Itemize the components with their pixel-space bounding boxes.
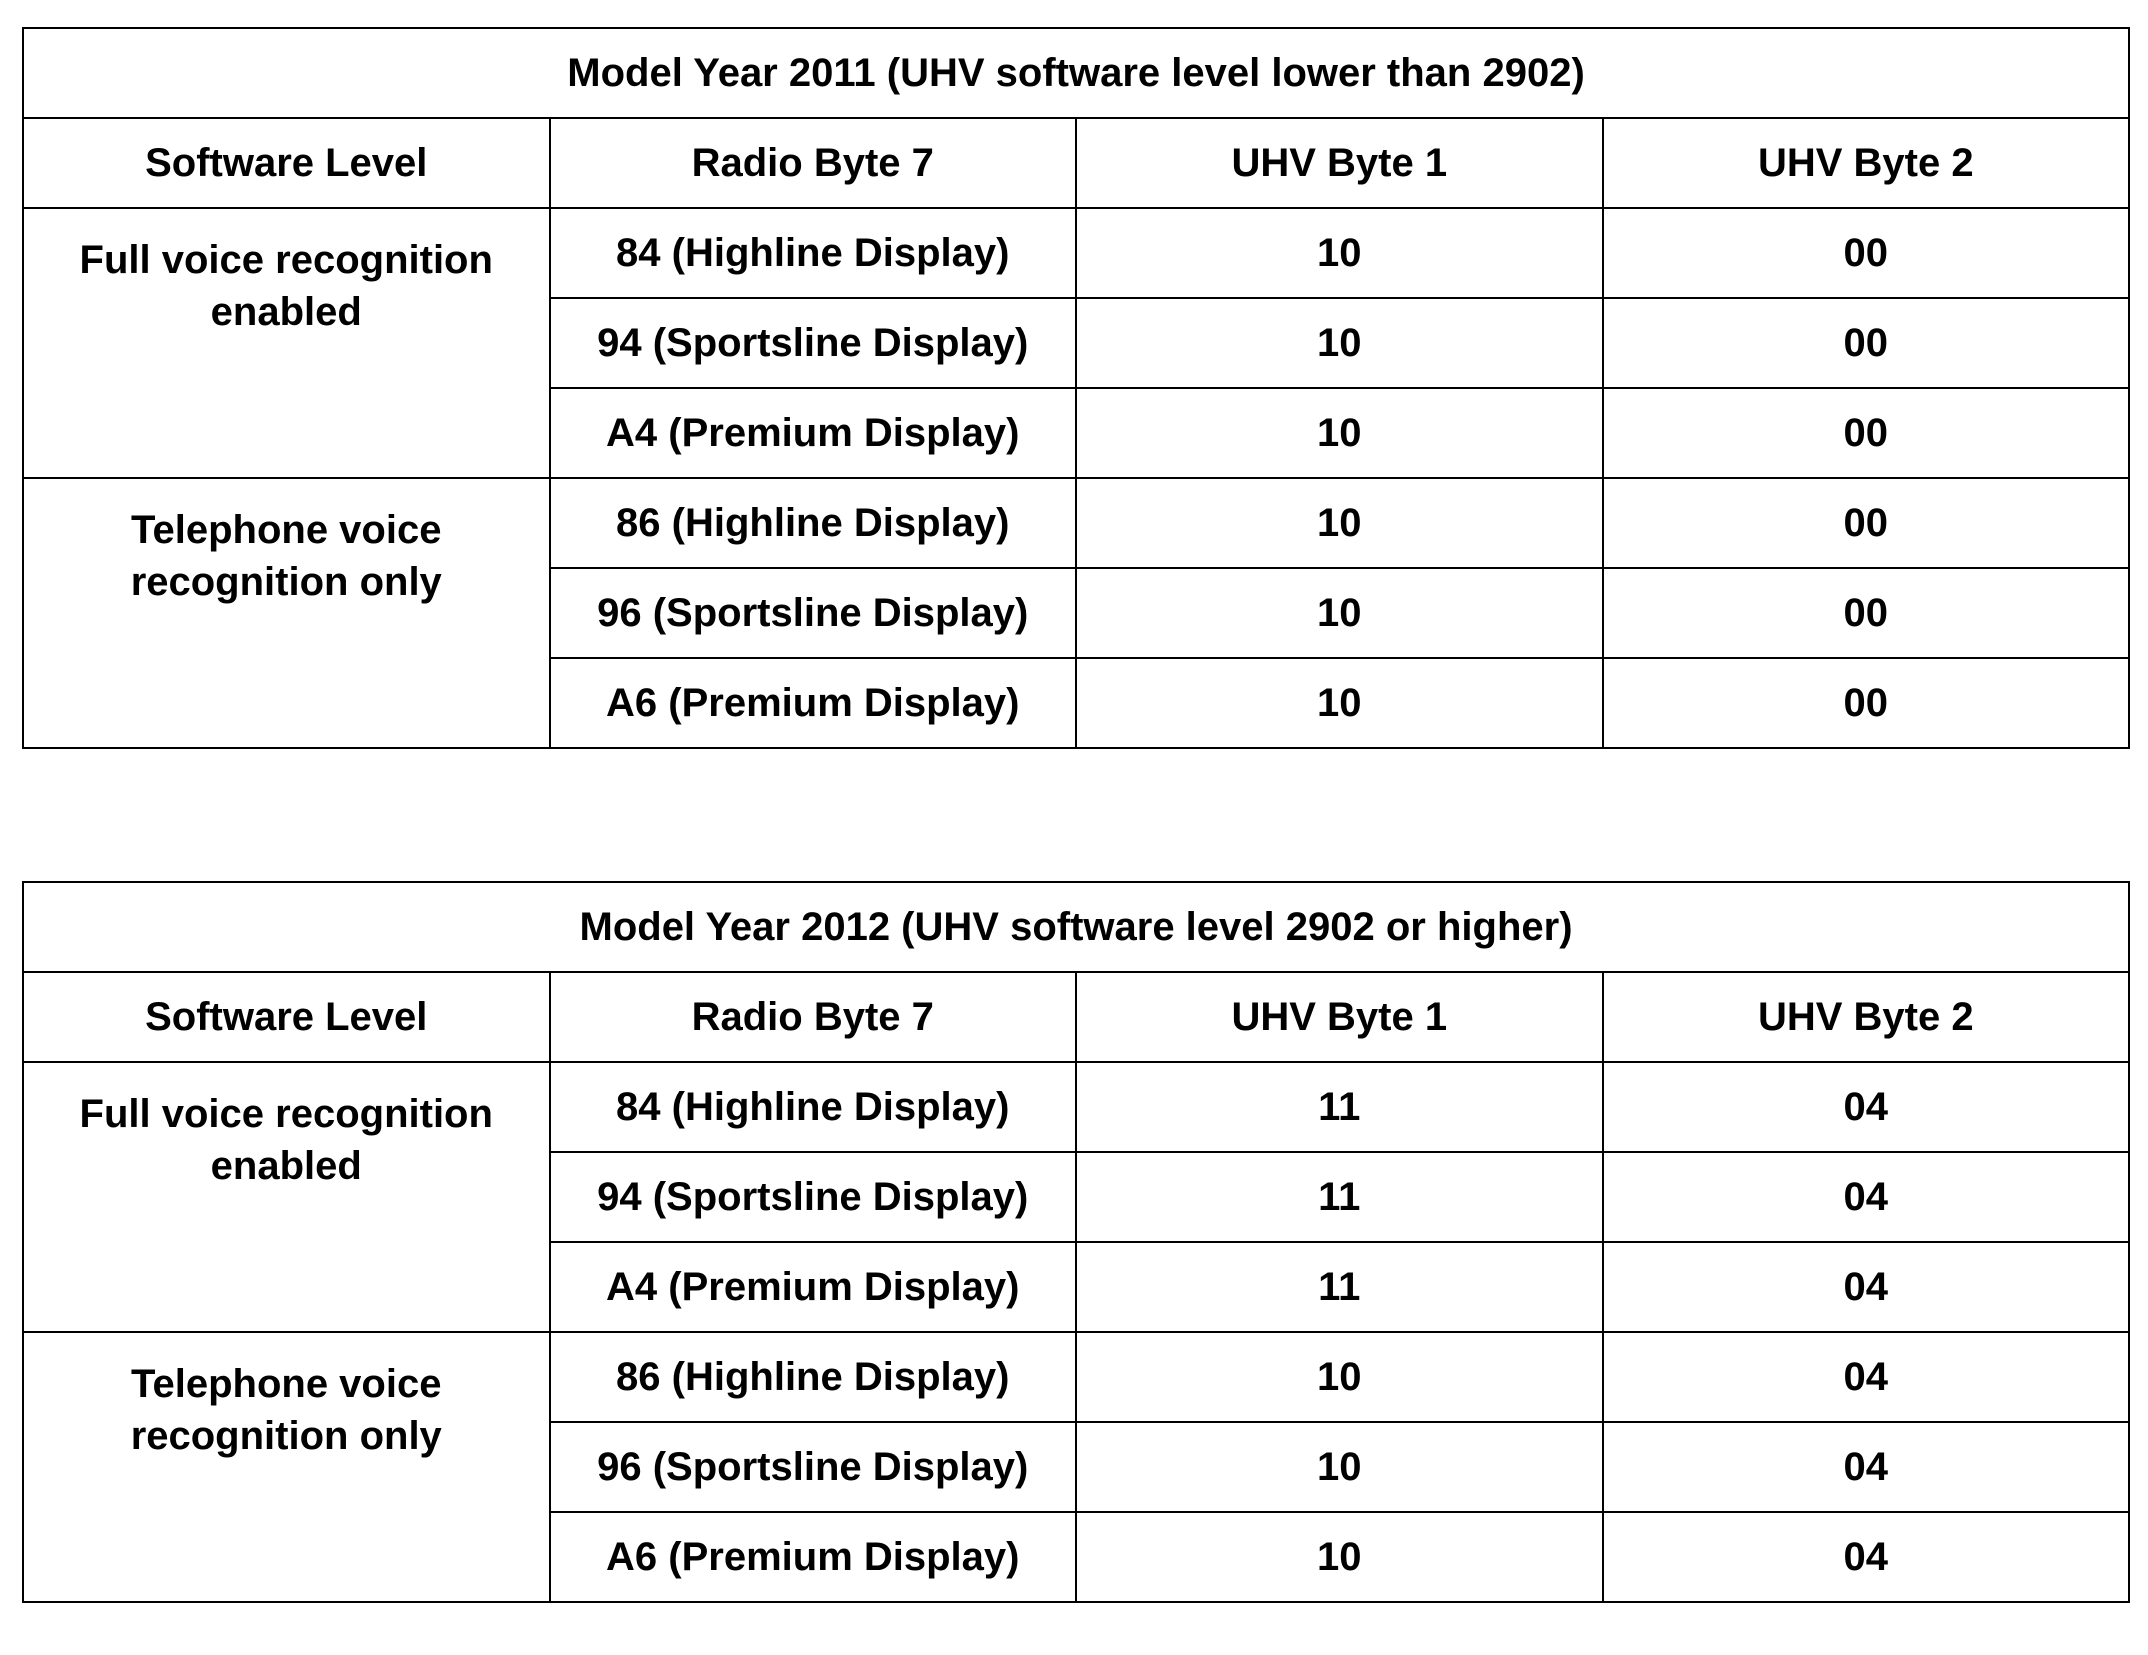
radio-byte-7-cell: 84 (Highline Display) — [550, 208, 1077, 298]
table-row — [23, 1062, 2129, 1152]
radio-byte-7-cell: A4 (Premium Display) — [550, 1242, 1077, 1332]
radio-byte-7-cell: 94 (Sportsline Display) — [550, 1152, 1077, 1242]
table-title-row — [23, 882, 2129, 972]
radio-byte-7-cell: 96 (Sportsline Display) — [550, 568, 1077, 658]
table-title: Model Year 2012 (UHV software level 2902 or higher) — [23, 882, 2129, 972]
radio-byte-7-cell: A4 (Premium Display) — [550, 388, 1077, 478]
uhv-byte-1-cell: 10 — [1076, 208, 1603, 298]
header-uhv-byte-2: UHV Byte 2 — [1603, 972, 2130, 1062]
uhv-byte-1-cell: 10 — [1076, 388, 1603, 478]
uhv-byte-2-cell: 00 — [1603, 298, 2130, 388]
radio-byte-7-cell: 96 (Sportsline Display) — [550, 1422, 1077, 1512]
uhv-byte-1-cell: 10 — [1076, 1332, 1603, 1422]
uhv-byte-2-cell: 04 — [1603, 1242, 2130, 1332]
uhv-byte-2-cell: 04 — [1603, 1422, 2130, 1512]
uhv-byte-1-cell: 10 — [1076, 298, 1603, 388]
header-software-level: Software Level — [23, 118, 550, 208]
header-radio-byte-7: Radio Byte 7 — [550, 972, 1077, 1062]
table-header-row — [23, 972, 2129, 1062]
uhv-byte-1-cell: 10 — [1076, 658, 1603, 748]
uhv-byte-1-cell: 11 — [1076, 1062, 1603, 1152]
uhv-byte-1-cell: 10 — [1076, 1422, 1603, 1512]
radio-byte-7-cell: 86 (Highline Display) — [550, 478, 1077, 568]
header-uhv-byte-1: UHV Byte 1 — [1076, 972, 1603, 1062]
software-level-cell: Full voice recognition enabled — [23, 1062, 550, 1332]
radio-byte-7-cell: A6 (Premium Display) — [550, 658, 1077, 748]
uhv-byte-1-cell: 11 — [1076, 1152, 1603, 1242]
uhv-byte-1-cell: 10 — [1076, 478, 1603, 568]
uhv-byte-1-cell: 11 — [1076, 1242, 1603, 1332]
uhv-byte-2-cell: 04 — [1603, 1152, 2130, 1242]
uhv-byte-2-cell: 00 — [1603, 478, 2130, 568]
software-level-cell: Telephone voice recognition only — [23, 478, 550, 748]
software-level-cell: Telephone voice recognition only — [23, 1332, 550, 1602]
table-model-year-2012 — [22, 881, 2130, 1603]
radio-byte-7-cell: 86 (Highline Display) — [550, 1332, 1077, 1422]
uhv-byte-2-cell: 04 — [1603, 1062, 2130, 1152]
uhv-byte-2-cell: 00 — [1603, 208, 2130, 298]
table-row — [23, 478, 2129, 568]
uhv-byte-2-cell: 00 — [1603, 388, 2130, 478]
uhv-byte-2-cell: 00 — [1603, 658, 2130, 748]
radio-byte-7-cell: 84 (Highline Display) — [550, 1062, 1077, 1152]
header-uhv-byte-1: UHV Byte 1 — [1076, 118, 1603, 208]
uhv-byte-1-cell: 10 — [1076, 1512, 1603, 1602]
table-row — [23, 208, 2129, 298]
header-uhv-byte-2: UHV Byte 2 — [1603, 118, 2130, 208]
header-radio-byte-7: Radio Byte 7 — [550, 118, 1077, 208]
table-header-row — [23, 118, 2129, 208]
uhv-byte-2-cell: 00 — [1603, 568, 2130, 658]
uhv-byte-2-cell: 04 — [1603, 1332, 2130, 1422]
table-row — [23, 1332, 2129, 1422]
uhv-byte-1-cell: 10 — [1076, 568, 1603, 658]
table-title-row — [23, 28, 2129, 118]
uhv-byte-2-cell: 04 — [1603, 1512, 2130, 1602]
header-software-level: Software Level — [23, 972, 550, 1062]
software-level-cell: Full voice recognition enabled — [23, 208, 550, 478]
radio-byte-7-cell: A6 (Premium Display) — [550, 1512, 1077, 1602]
table-model-year-2011 — [22, 27, 2130, 749]
table-title: Model Year 2011 (UHV software level lower than 2902) — [23, 28, 2129, 118]
radio-byte-7-cell: 94 (Sportsline Display) — [550, 298, 1077, 388]
